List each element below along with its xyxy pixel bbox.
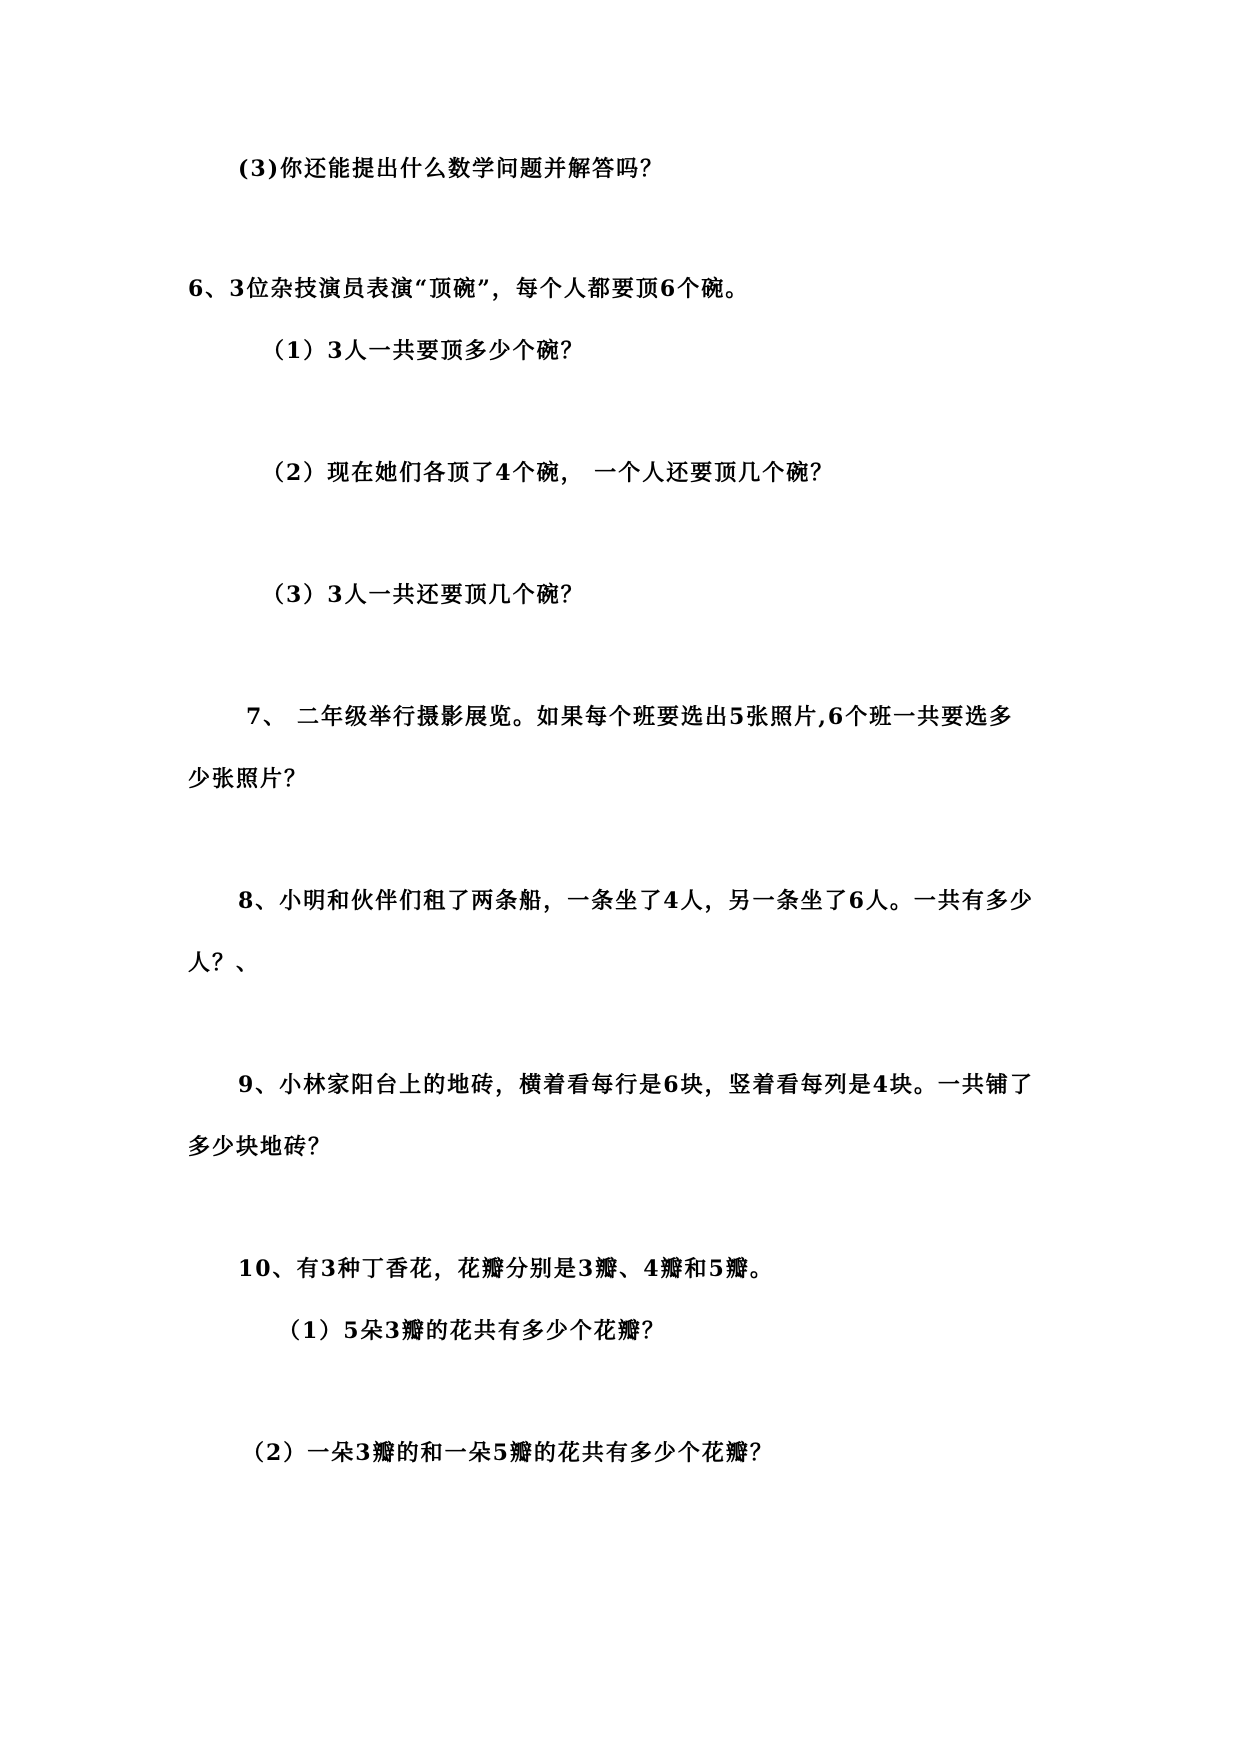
question-7-line-1: 7、 二年级举行摄影展览。如果每个班要选出5张照片,6个班一共要选多 bbox=[246, 704, 1014, 730]
question-7-line-2: 少张照片？ bbox=[188, 766, 309, 792]
question-9-line-2: 多少块地砖？ bbox=[188, 1134, 333, 1160]
question-10-stem: 10、有3种丁香花，花瓣分别是3瓣、4瓣和5瓣。 bbox=[238, 1256, 774, 1282]
question-5-sub-3: (3)你还能提出什么数学问题并解答吗？ bbox=[238, 156, 665, 182]
question-6-stem: 6、3位杂技演员表演“顶碗”，每个人都要顶6个碗。 bbox=[188, 276, 750, 302]
question-9-line-1: 9、小林家阳台上的地砖，横着看每行是6块，竖着看每列是4块。一共铺了 bbox=[238, 1072, 1034, 1098]
question-8-line-1: 8、小明和伙伴们租了两条船，一条坐了4人，另一条坐了6人。一共有多少 bbox=[238, 888, 1034, 914]
question-8-line-2: 人？、 bbox=[188, 950, 261, 976]
question-6-sub-3: （3）3人一共还要顶几个碗？ bbox=[262, 582, 585, 608]
question-6-sub-2: （2）现在她们各顶了4个碗， 一个人还要顶几个碗？ bbox=[262, 460, 835, 486]
question-10-sub-2: （2）一朵3瓣的和一朵5瓣的花共有多少个花瓣？ bbox=[242, 1440, 774, 1466]
question-10-sub-1: （1）5朵3瓣的花共有多少个花瓣？ bbox=[278, 1318, 666, 1344]
question-6-sub-1: （1）3人一共要顶多少个碗？ bbox=[262, 338, 585, 364]
